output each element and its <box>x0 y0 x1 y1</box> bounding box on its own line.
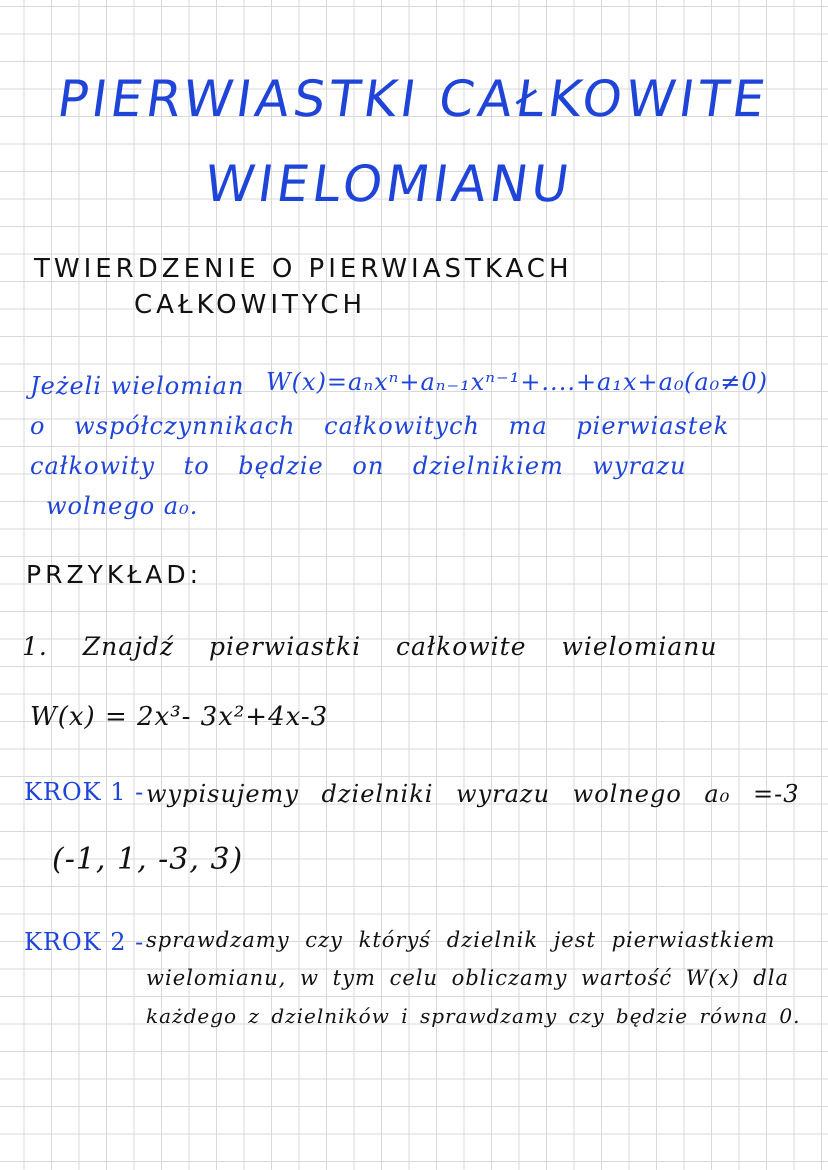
theorem-heading-line-1: TWIERDZENIE O PIERWIASTKACH <box>34 254 573 284</box>
example-task: 1. Znajdź pierwiastki całkowite wielomianu <box>22 632 718 661</box>
title-line-1: PIERWIASTKI CAŁKOWITE <box>53 70 773 128</box>
step-1-label: KROK 1 - <box>24 778 145 806</box>
theorem-formula: W(x)=aₙxⁿ+aₙ₋₁xⁿ⁻¹+....+a₁x+a₀ <box>266 368 685 396</box>
step-2-label: KROK 2 - <box>24 928 145 956</box>
step-1-text: wypisujemy dzielniki wyrazu wolnego a₀ =-3 <box>146 780 800 808</box>
step-2-line-2: wielomianu, w tym celu obliczamy wartość W(x) dla <box>146 966 789 990</box>
theorem-line-3: całkowity to będzie on dzielnikiem wyrazu <box>30 452 687 480</box>
theorem-heading-line-2: CAŁKOWITYCH <box>134 290 367 320</box>
step-2-line-1: sprawdzamy czy któryś dzielnik jest pierwiastkiem <box>146 928 776 952</box>
theorem-line-1-text: Jeżeli wielomian <box>30 372 245 400</box>
theorem-condition: (a₀≠0) <box>684 368 769 396</box>
example-polynomial: W(x) = 2x³- 3x²+4x-3 <box>30 702 329 732</box>
example-label: PRZYKŁAD: <box>26 560 203 589</box>
theorem-line-4: wolnego a₀. <box>46 492 199 520</box>
title-line-2: WIELOMIANU <box>200 155 577 213</box>
step-2-line-3: każdego z dzielników i sprawdzamy czy będzie równa 0. <box>146 1004 801 1028</box>
step-1-divisors: (-1, 1, -3, 3) <box>52 842 244 877</box>
theorem-line-2: o współczynnikach całkowitych ma pierwiastek <box>30 412 730 440</box>
